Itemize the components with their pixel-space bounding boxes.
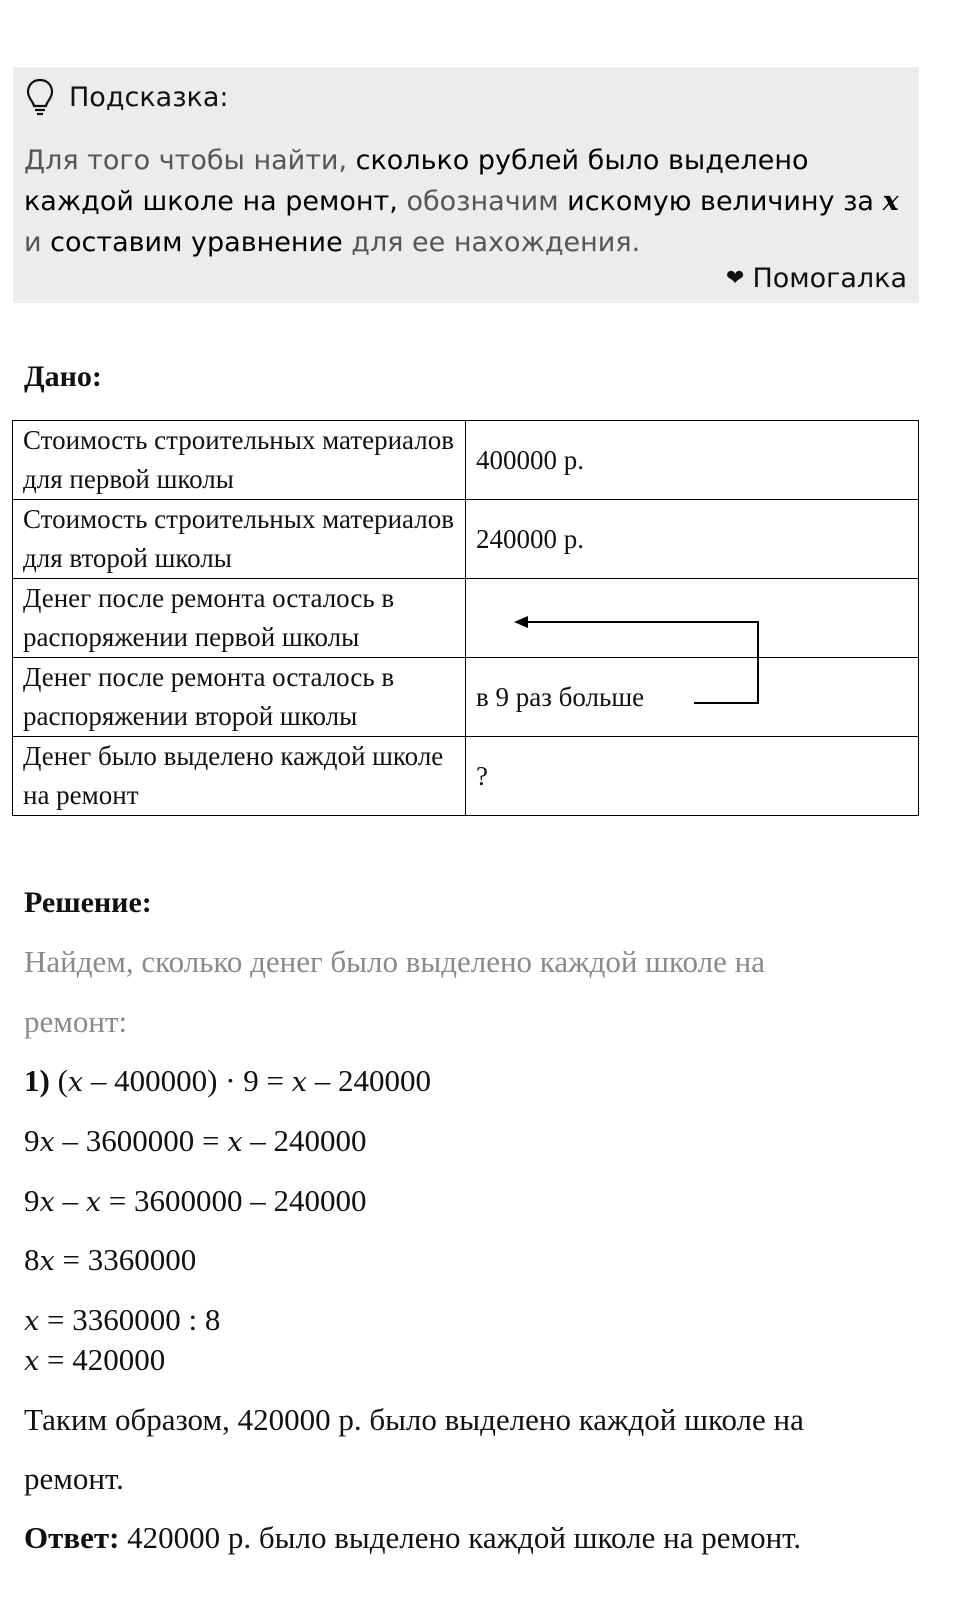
hint-text-part: Для того чтобы найти, [24,145,356,176]
table-row [13,658,919,737]
solution-title: Решение: [24,886,152,919]
equation-1 [24,1063,431,1099]
row-label: Денег после ремонта осталось в распоряжении второй школы [13,658,466,737]
brand-label [726,263,907,294]
eq-variable: x [24,1306,40,1337]
eq-part: – [54,1183,86,1218]
table-row [13,579,919,658]
eq-part: = 3600000 – 240000 [100,1183,367,1218]
eq-part: ( [57,1063,68,1098]
eq-variable: x [39,1187,55,1218]
eq-part: – 240000 [242,1123,367,1158]
hint-box [13,67,919,303]
eq-variable: x [67,1067,84,1098]
hint-text [24,140,914,263]
hint-bold-part: составим уравнение [50,227,343,258]
eq-variable: x [39,1246,55,1277]
hint-header [25,77,229,117]
eq-part: – 400000) · 9 = [83,1063,292,1098]
hint-text-part: обозначим [397,186,568,217]
conclusion-line2: ремонт. [24,1461,124,1496]
row-value: ? [466,737,919,816]
heart-icon: ❤ [726,266,745,291]
row-value [466,579,919,658]
eq-variable: x [85,1187,101,1218]
equation-3 [24,1183,366,1219]
row-label: Денег после ремонта осталось в распоряжении первой школы [13,579,466,658]
row-value: 400000 р. [466,421,919,500]
eq-part: 8 [24,1242,40,1277]
eq-part: – 3600000 = [54,1123,228,1158]
eq-part: 9 [24,1123,40,1158]
solution-intro-line1: Найдем, сколько денег было выделено каждой школе на [24,944,765,979]
given-title: Дано: [24,360,102,393]
eq-part: = 3360000 [54,1242,197,1277]
eq-variable: x [291,1067,308,1098]
eq-variable: x [227,1127,243,1158]
brand-name: Помогалка [752,263,907,294]
lightbulb-icon [25,77,55,117]
table-row [13,421,919,500]
answer-label: Ответ: [24,1520,120,1555]
answer-text: 420000 р. было выделено каждой школе на ремонт. [119,1520,802,1555]
equation-6 [24,1342,165,1378]
hint-title: Подсказка: [69,81,229,113]
row-label: Денег было выделено каждой школе на ремонт [13,737,466,816]
table-row [13,737,919,816]
eq-variable: x [24,1346,40,1377]
equation-2 [24,1123,366,1159]
hint-variable: x [882,186,899,217]
step-number: 1) [24,1063,50,1098]
row-value: 240000 р. [466,500,919,579]
hint-text-part: и [24,227,51,258]
row-label: Стоимость строительных материалов для второй школы [13,500,466,579]
eq-part: = 3360000 : 8 [39,1302,221,1337]
equation-4 [24,1242,196,1278]
table-row [13,500,919,579]
equation-5 [24,1302,220,1338]
hint-text-part: для ее нахождения. [342,227,641,258]
eq-part: 9 [24,1183,40,1218]
eq-variable: x [39,1127,55,1158]
conclusion-line1: Таким образом, 420000 р. было выделено каждой школе на [24,1402,804,1437]
eq-part: = 420000 [39,1342,166,1377]
eq-part: – 240000 [307,1063,432,1098]
row-label: Стоимость строительных материалов для первой школы [13,421,466,500]
solution-intro-line2: ремонт: [24,1004,128,1039]
hint-bold-part: сколько рублей было выделено каждой школе на ремонт, [24,145,809,217]
answer-line [24,1520,801,1556]
row-value: в 9 раз больше [466,658,919,737]
hint-bold-part: искомую величину за [567,186,883,217]
given-table [12,420,919,816]
